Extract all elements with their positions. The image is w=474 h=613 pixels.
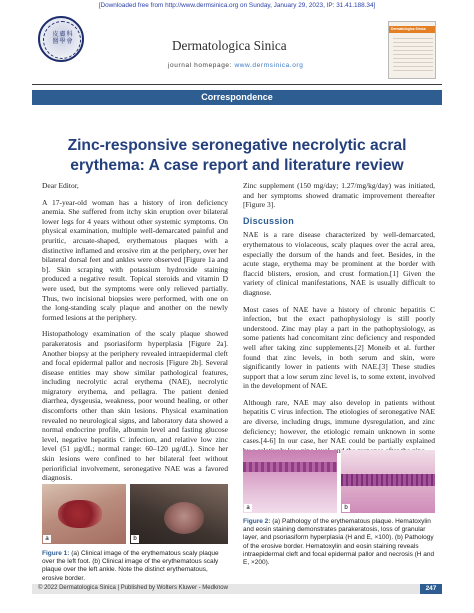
case-paragraph-1: A 17-year-old woman has a history of iron deficiency anemia. She suffered from itchy skin eruption over bilateral lower legs for 4 years without other systemic symptoms. On physical examination, multiple well-demarcated painful and pruritic, arcuate-shaped, erythematous plaques with a distinctive inflamed and erosive rim at the periphery, over her bilateral dorsal feet and ankles were observed [Figure 1a and b]. Skin scraping with potassium hydroxide staining produced a negative result. Topical steroids and vitamin D were used, but the symptoms were only relieved partially. Thus, two incisional biopsies were performed, with one on the long-standing scaly plaque and another on the newly formed lesions at the periphery. xyxy=(42,197,228,322)
figure-2b-label: b xyxy=(342,504,350,512)
figure-2-caption xyxy=(243,518,435,567)
left-column xyxy=(42,181,228,490)
figure-1b-label: b xyxy=(131,535,139,543)
figure-1a-clinical-photo xyxy=(42,484,126,544)
section-bar xyxy=(32,90,442,105)
discussion-heading: Discussion xyxy=(243,215,295,226)
figure-1-caption xyxy=(42,550,228,583)
society-seal xyxy=(38,16,84,62)
seal-glyphs: 皮膚科醫學會 xyxy=(52,31,74,45)
journal-homepage-link[interactable]: www.dermsinica.org xyxy=(234,62,304,69)
figure-2a-epidermis xyxy=(243,462,337,472)
figure-2a-histology xyxy=(243,450,337,513)
figure-1-caption-label: Figure 1: xyxy=(42,550,70,557)
page-footer xyxy=(32,584,442,594)
discussion-paragraph-1: NAE is a rare disease characterized by well-demarcated, erythematous to violaceous, scaly plaques over the acral area, especially the dorsum of the hands and feet. Besides, in the acute stage, erythema may be prominent at the border with flaccid blisters, erosion, and crust formation.[1] Given the variety of clinical manifestations, NAE is usually difficult to diagnose. xyxy=(243,230,435,297)
download-notice: [Downloaded free from http://www.dermsinica.org on Sunday, January 29, 2023, IP: 31.41.188.34] xyxy=(98,2,376,9)
journal-cover-thumbnail xyxy=(388,21,436,79)
footer-copyright: © 2022 Dermatologica Sinica | Published by Wolters Kluwer - Medknow xyxy=(38,585,228,591)
page-number: 247 xyxy=(420,584,442,594)
article-title: Zinc-responsive seronegative necrolytic acral erythema: A case report and literature review xyxy=(67,137,407,174)
figure-1b-lesion xyxy=(164,502,204,534)
salutation: Dear Editor, xyxy=(42,181,79,190)
figure-1b-clinical-photo xyxy=(130,484,228,544)
figure-1-caption-text: (a) Clinical image of the erythematous scaly plaque over the left foot. (b) Clinical image of the erythematous scaly plaque over the left ankle. Note the distinct erythematous, erosive border. xyxy=(42,550,219,582)
case-paragraph-2: Histopathology examination of the scaly plaque showed parakeratosis and psoriasiform hyperplasia [Figure 2a]. Another biopsy at the periphery revealed intraepidermal cleft and focal epidermal pallor and necrosis [Figure 2b]. Several disease entities may show similar pathological features, including necrolytic acral erythema (NAE), necrolytic migratory erythema, and pellagra. The patient denied diarrhea, dysgeusia, weakness, poor wound healing, or other discomforts other than skin lesions. Physical examination revealed no neurological signs, and laboratory data showed a normal endocrine profile, albumin level and fasting glucose level, negative hepatitis C infection, and relative low zinc level (51 µg/dL; normal range: 60–120 µg/dL). Since her skin lesions were confined to her bilateral feet without periorificial involvement, seronegative NAE was a favored diagnosis. xyxy=(42,329,228,483)
discussion-paragraph-3: Although rare, NAE may also develop in patients without hepatitis C virus infection. The etiologies of seronegative NAE are diverse, including drugs, immune dysregulation, and zinc deficiency; however, the etiologic remain unknown in some cases.[4-6] In our case, her NAE could be partially explained and xyxy=(243,397,435,455)
figure-1a-lesion xyxy=(58,500,102,528)
journal-homepage xyxy=(168,62,303,69)
figure-2b-histology xyxy=(341,450,435,513)
journal-homepage-label: journal homepage: xyxy=(168,62,235,69)
cover-text-lines xyxy=(393,38,433,74)
discussion-paragraph-2: Most cases of NAE have a history of chronic hepatitis C infection, but the exact pathophysiology is still poorly understood. Zinc may play a part in the pathophysiology, as some patients had concomitant zinc deficiency and responded well after taking zinc supplements.[2] Moneib et al. further found that zinc levels, in both serum and skin, were significantly lower in patients with NAE.[3] These studies support that a low serum zinc level is, to some extent, involved in the development of NAE. xyxy=(243,304,435,391)
journal-title: Dermatologica Sinica xyxy=(172,38,287,53)
section-label: Correspondence xyxy=(201,91,273,102)
figure-1 xyxy=(42,484,228,544)
right-column xyxy=(243,181,435,462)
figure-1a-label: a xyxy=(43,535,51,543)
header-rule xyxy=(32,84,442,85)
figure-2a-label: a xyxy=(244,504,252,512)
figure-2-caption-text: (a) Pathology of the erythematous plaque. Hematoxylin and eosin staining demonstrates parakeratosis, loss of granular layer, and psoriasiform hyperplasia (H and E, ×100). (b) Pathology of the erosive border. Hematoxylin and eosin staining reveals intraepidermal cleft and focal epidermal pallor and necrosis (H and E, ×200). xyxy=(243,518,435,567)
cover-title: Dermatologica Sinica xyxy=(391,27,426,31)
figure-2b-epidermis xyxy=(341,474,435,486)
figure-2-caption-label: Figure 2: xyxy=(243,518,271,525)
treatment-paragraph: Zinc supplement (150 mg/day; 1.27/mg/kg/day) was initiated, and her symptoms showed dramatic improvement thereafter [Figure 3]. xyxy=(243,181,435,210)
figure-2 xyxy=(243,450,435,513)
